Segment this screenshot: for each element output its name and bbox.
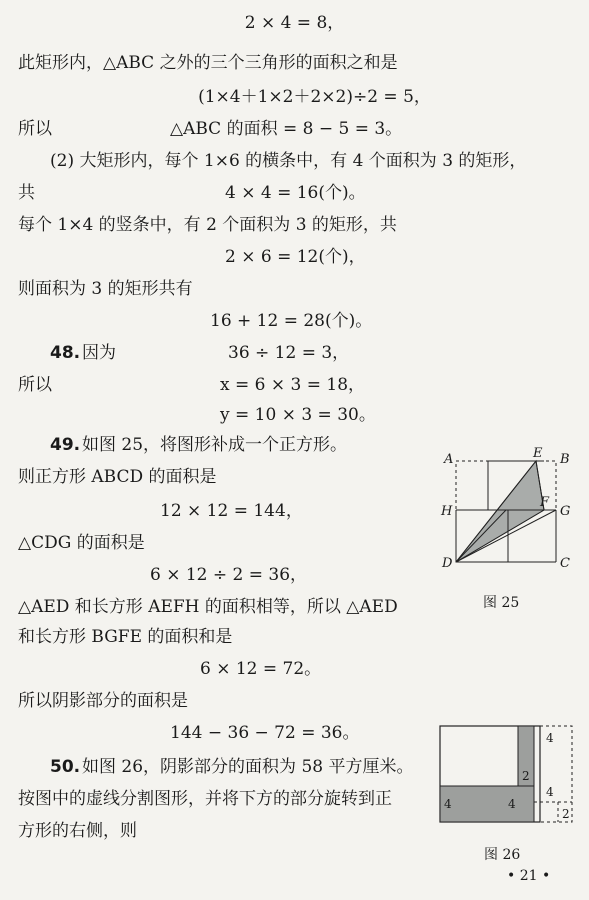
label-h: H xyxy=(441,504,453,519)
text-line: △CDG 的面积是 xyxy=(18,533,145,553)
text-line: 所以 xyxy=(18,375,52,395)
text-line: 方形的右侧，则 xyxy=(18,821,137,841)
equation-line: 6 × 12 = 72。 xyxy=(200,659,322,679)
label-4-top: 4 xyxy=(546,731,554,745)
shaded-bottom-strip xyxy=(440,786,534,822)
label-2-mid: 2 xyxy=(522,769,530,783)
text-line: 如图 26，阴影部分的面积为 58 平方厘米。 xyxy=(82,757,414,777)
problem-number: 50. xyxy=(50,757,81,777)
equation-line: 12 × 12 = 144， xyxy=(160,501,303,521)
text-line: 共 xyxy=(18,183,35,203)
text-line: 如图 25，将图形补成一个正方形。 xyxy=(82,435,348,455)
problem-number: 49. xyxy=(50,435,81,455)
text-line: 和长方形 BGFE 的面积和是 xyxy=(18,627,233,647)
label-d: D xyxy=(442,556,453,571)
equation-line: 2 × 4 = 8， xyxy=(244,13,345,33)
text-line: 每个 1×4 的竖条中，有 2 个面积为 3 的矩形，共 xyxy=(18,215,397,235)
label-f: F xyxy=(540,495,550,510)
label-b: B xyxy=(560,452,570,467)
text-line: 因为 xyxy=(82,343,116,363)
label-a: A xyxy=(444,452,454,467)
equation-line: △ABC 的面积 = 8 − 5 = 3。 xyxy=(170,119,403,139)
page-number: • 21 • xyxy=(507,868,551,884)
text-line: 所以 xyxy=(18,119,52,139)
equation-line: 16 + 12 = 28(个)。 xyxy=(210,311,373,331)
figure-26 xyxy=(438,720,578,830)
text-line: (2) 大矩形内，每个 1×6 的横条中，有 4 个面积为 3 的矩形， xyxy=(50,151,527,171)
label-c: C xyxy=(560,556,570,571)
text-line: 则正方形 ABCD 的面积是 xyxy=(18,467,217,487)
label-4-left: 4 xyxy=(444,797,452,811)
figure-26-caption: 图 26 xyxy=(484,847,521,863)
label-4-right: 4 xyxy=(546,785,554,799)
equation-line: x = 6 × 3 = 18， xyxy=(220,375,366,395)
label-e: E xyxy=(533,446,543,461)
problem-number: 48. xyxy=(50,343,81,363)
text-line: △AED 和长方形 AEFH 的面积相等，所以 △AED xyxy=(18,597,398,617)
figure-25 xyxy=(436,445,586,580)
text-line: 此矩形内，△ABC 之外的三个三角形的面积之和是 xyxy=(18,53,398,73)
text-line: 则面积为 3 的矩形共有 xyxy=(18,279,193,299)
equation-line: y = 10 × 3 = 30。 xyxy=(220,405,376,425)
figure-25-caption: 图 25 xyxy=(483,595,520,611)
text-line: 按图中的虚线分割图形，并将下方的部分旋转到正 xyxy=(18,789,392,809)
equation-line: 2 × 6 = 12(个)， xyxy=(225,247,366,267)
label-g: G xyxy=(560,504,571,519)
text-line: 所以阴影部分的面积是 xyxy=(18,691,188,711)
equation-line: 144 − 36 − 72 = 36。 xyxy=(170,723,360,743)
label-2-bottom: 2 xyxy=(562,807,570,821)
equation-line: (1×4＋1×2＋2×2)÷2 = 5， xyxy=(198,87,431,107)
equation-line: 36 ÷ 12 = 3， xyxy=(228,343,350,363)
equation-line: 6 × 12 ÷ 2 = 36， xyxy=(150,565,308,585)
equation-line: 4 × 4 = 16(个)。 xyxy=(225,183,366,203)
label-4-inner: 4 xyxy=(508,797,516,811)
